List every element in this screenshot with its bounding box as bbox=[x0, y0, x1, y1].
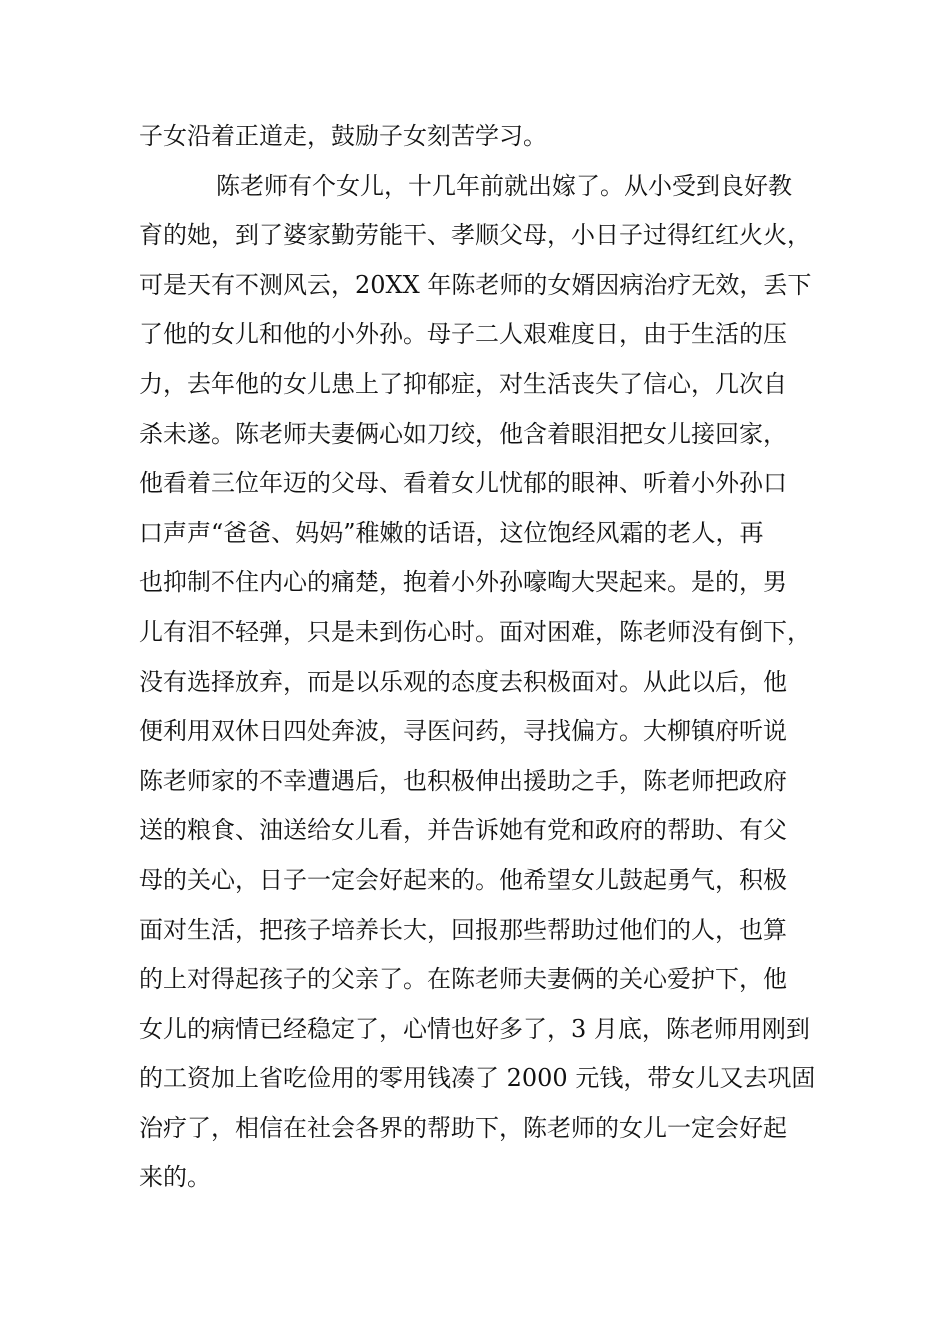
text-line: 子女沿着正道走，鼓励子女刻苦学习。 bbox=[139, 122, 547, 150]
text-line: 育的她，到了婆家勤劳能干、孝顺父母，小日子过得红红火火， bbox=[139, 221, 811, 250]
text-line: 可是天有不测风云，20XX 年陈老师的女婿因病治疗无效，丢下 bbox=[139, 270, 812, 299]
text-line: 也抑制不住内心的痛楚，抱着小外孙嚎啕大哭起来。是的，男 bbox=[139, 568, 787, 597]
text-line: 来的。 bbox=[139, 1163, 211, 1192]
text-line: 治疗了，相信在社会各界的帮助下，陈老师的女儿一定会好起 bbox=[139, 1113, 787, 1142]
text-line: 的工资加上省吃俭用的零用钱凑了 2000 元钱，带女儿又去巩固 bbox=[139, 1064, 816, 1093]
text-line: 陈老师家的不幸遭遇后，也积极伸出援助之手，陈老师把政府 bbox=[139, 766, 787, 795]
text-line: 口声声“爸爸、妈妈”稚嫩的话语，这位饱经风霜的老人，再 bbox=[139, 518, 764, 547]
text-line: 母的关心，日子一定会好起来的。他希望女儿鼓起勇气，积极 bbox=[139, 865, 787, 894]
text-line: 力，去年他的女儿患上了抑郁症，对生活丧失了信心，几次自 bbox=[139, 369, 787, 398]
text-line: 了他的女儿和他的小外孙。母子二人艰难度日，由于生活的压 bbox=[139, 320, 787, 349]
text-line: 他看着三位年迈的父母、看着女儿忧郁的眼神、听着小外孙口 bbox=[139, 469, 787, 498]
text-line: 送的粮食、油送给女儿看，并告诉她有党和政府的帮助、有父 bbox=[139, 816, 787, 845]
paragraph-first-line: 陈老师有个女儿，十几年前就出嫁了。从小受到良好教 bbox=[216, 171, 792, 200]
text-line: 杀未遂。陈老师夫妻俩心如刀绞，他含着眼泪把女儿接回家， bbox=[139, 419, 787, 448]
text-line: 面对生活，把孩子培养长大，回报那些帮助过他们的人，也算 bbox=[139, 915, 787, 944]
text-line: 的上对得起孩子的父亲了。在陈老师夫妻俩的关心爱护下，他 bbox=[139, 965, 787, 994]
body-text bbox=[139, 112, 829, 1203]
text-line: 没有选择放弃，而是以乐观的态度去积极面对。从此以后，他 bbox=[139, 667, 787, 696]
text-line: 便利用双休日四处奔波，寻医问药，寻找偏方。大柳镇府听说 bbox=[139, 717, 787, 746]
text-line: 儿有泪不轻弹，只是未到伤心时。面对困难，陈老师没有倒下， bbox=[139, 617, 811, 646]
text-line: 女儿的病情已经稳定了，心情也好多了，3 月底，陈老师用刚到 bbox=[139, 1014, 810, 1043]
